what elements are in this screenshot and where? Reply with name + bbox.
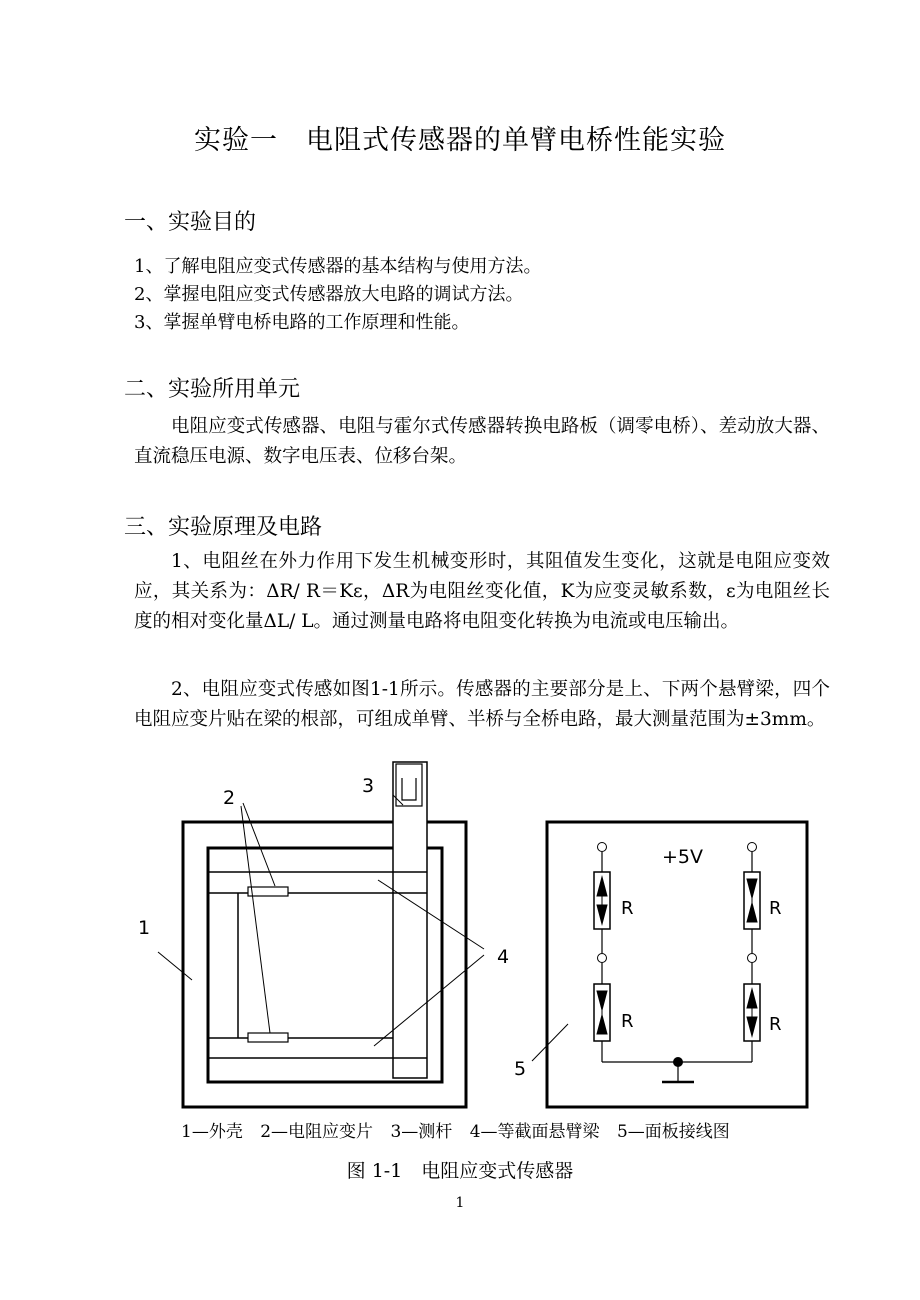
label-panel: 5 [514, 1058, 527, 1080]
section-heading-purpose: 一、实验目的 [124, 210, 257, 235]
legend-item: 2—电阻应变片 [260, 1122, 374, 1142]
strain-gauge-top [248, 887, 288, 896]
supply-label: +5V [662, 846, 704, 868]
principle-paragraph-2: 2、电阻应变式传感如图1-1所示。传感器的主要部分是上、下两个悬臂梁，四个电阻应变片贴在梁的根部，可组成单臂、半桥与全桥电路，最大测量范围为±3mm。 [134, 679, 830, 730]
section-heading-units: 二、实验所用单元 [124, 377, 301, 402]
principle-paragraph-1: 1、电阻丝在外力作用下发生机械变形时，其阻值发生变化，这就是电阻应变效应，其关系为：ΔR/ R＝Kε，ΔR为电阻丝变化值，K为应变灵敏系数，ε为电阻丝长度的相对变化量ΔL/ L。通过测量电路将电阻变化转换为电流或电压输出。 [134, 551, 830, 632]
resistor-label-upper-right: R [769, 898, 782, 919]
label-housing: 1 [138, 917, 151, 939]
resistor-label-lower-right: R [769, 1014, 782, 1035]
resistor-label-upper-left: R [621, 898, 634, 919]
figure-caption: 图 1-1 电阻应变式传感器 [346, 1160, 574, 1182]
page-number: 1 [455, 1195, 465, 1211]
page-title: 实验一 电阻式传感器的单臂电桥性能实验 [194, 125, 726, 156]
units-paragraph: 电阻应变式传感器、电阻与霍尔式传感器转换电路板（调零电桥）、差动放大器、直流稳压电源、数字电压表、位移台架。 [134, 416, 830, 467]
sensor-structure-drawing [158, 762, 484, 1107]
resistor-label-lower-left: R [621, 1011, 634, 1032]
legend-item: 3—测杆 [390, 1122, 453, 1142]
section-heading-principle: 三、实验原理及电路 [124, 515, 323, 540]
junction-dot [673, 1057, 683, 1067]
label-probe-rod: 3 [362, 775, 375, 797]
label-strain-gauge: 2 [223, 787, 236, 809]
purpose-item-2: 2、掌握电阻应变式传感器放大电路的调试方法。 [134, 284, 524, 305]
figure-legend [181, 1117, 742, 1142]
legend-item: 5—面板接线图 [616, 1122, 730, 1142]
purpose-item-1: 1、了解电阻应变式传感器的基本结构与使用方法。 [134, 256, 542, 277]
legend-item: 1—外壳 [181, 1122, 243, 1142]
legend-item: 4—等截面悬臂梁 [469, 1122, 600, 1142]
label-cantilever: 4 [497, 946, 510, 968]
strain-gauge-bottom [248, 1033, 288, 1042]
probe-rod [393, 762, 427, 1078]
purpose-item-3: 3、掌握单臂电桥电路的工作原理和性能。 [134, 312, 470, 333]
